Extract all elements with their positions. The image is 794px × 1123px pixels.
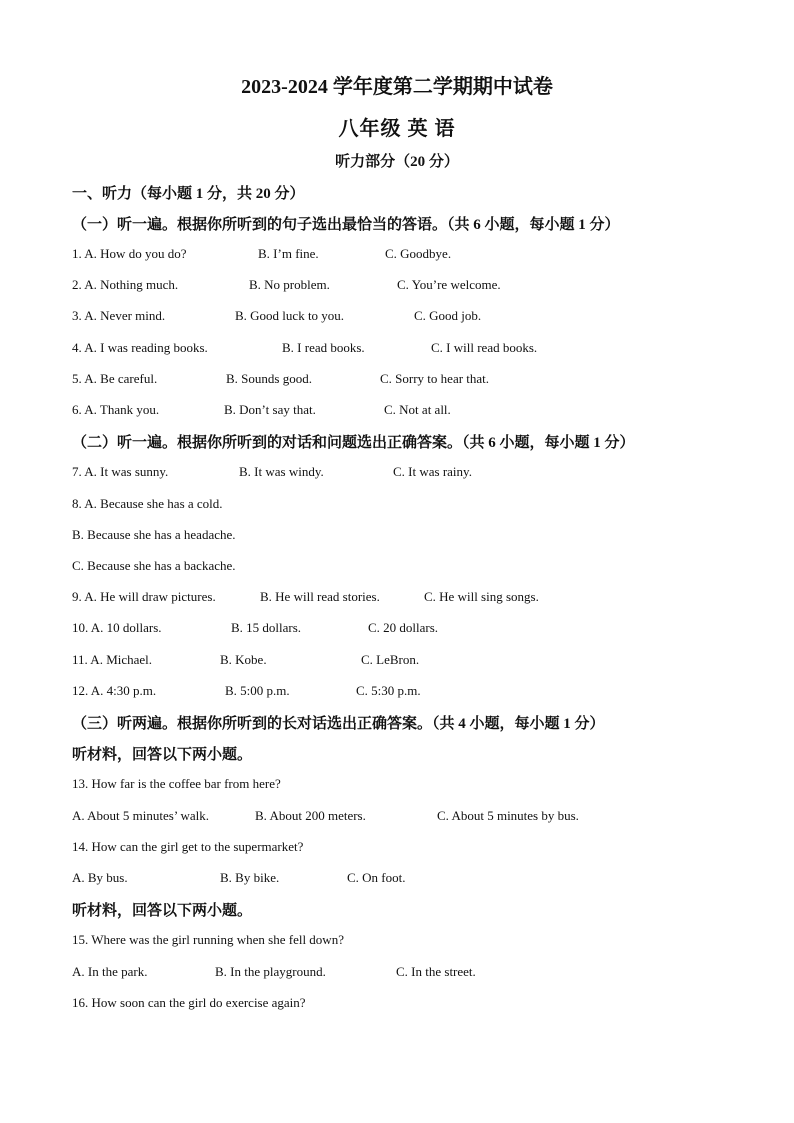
- section-label: 听力部分（20 分）: [335, 154, 459, 170]
- q13-option-b: B. About 200 meters.: [255, 808, 366, 823]
- q7-option-a: 7. A. It was sunny.: [72, 464, 169, 479]
- q8-option-b: B. Because she has a headache.: [72, 527, 236, 542]
- q13-option-a: A. About 5 minutes’ walk.: [72, 808, 209, 823]
- q11-option-c: C. LeBron.: [361, 652, 420, 667]
- q16-question: 16. How soon can the girl do exercise again?: [72, 995, 306, 1010]
- q10-option-a: 10. A. 10 dollars.: [72, 620, 162, 635]
- q2-option-c: C. You’re welcome.: [397, 277, 501, 292]
- q5-option-c: C. Sorry to hear that.: [380, 371, 490, 386]
- material-note-1: 听材料，回答以下两小题。: [72, 747, 253, 763]
- q7-option-b: B. It was windy.: [239, 464, 324, 479]
- q3-option-a: 3. A. Never mind.: [72, 308, 166, 323]
- sub3-heading: （三）听两遍。根据你所听到的长对话选出正确答案。（共 4 小题，每小题 1 分）: [72, 716, 605, 732]
- exam-subtitle: 八年级 英 语: [338, 118, 456, 140]
- sub1-heading: （一）听一遍。根据你所听到的句子选出最恰当的答语。（共 6 小题，每小题 1 分）: [72, 217, 620, 233]
- q8-option-c: C. Because she has a backache.: [72, 558, 236, 573]
- q1-option-b: B. I’m fine.: [258, 246, 319, 261]
- q3-option-c: C. Good job.: [414, 308, 482, 323]
- sub2-heading: （二）听一遍。根据你所听到的对话和问题选出正确答案。（共 6 小题，每小题 1 分）: [72, 435, 635, 451]
- q9-option-a: 9. A. He will draw pictures.: [72, 589, 216, 604]
- q13-option-c: C. About 5 minutes by bus.: [437, 808, 579, 823]
- q14-option-a: A. By bus.: [72, 870, 128, 885]
- material-note-2: 听材料，回答以下两小题。: [72, 903, 253, 919]
- q11-option-a: 11. A. Michael.: [72, 652, 153, 667]
- q2-option-a: 2. A. Nothing much.: [72, 277, 179, 292]
- q11-option-b: B. Kobe.: [220, 652, 267, 667]
- q7-option-c: C. It was rainy.: [393, 464, 472, 479]
- q12-option-a: 12. A. 4:30 p.m.: [72, 683, 157, 698]
- q15-option-b: B. In the playground.: [215, 964, 326, 979]
- q15-option-c: C. In the street.: [396, 964, 476, 979]
- q4-option-a: 4. A. I was reading books.: [72, 340, 208, 355]
- q2-option-b: B. No problem.: [249, 277, 330, 292]
- q8-option-a: 8. A. Because she has a cold.: [72, 496, 223, 511]
- q14-option-b: B. By bike.: [220, 870, 280, 885]
- q10-option-b: B. 15 dollars.: [231, 620, 302, 635]
- q9-option-c: C. He will sing songs.: [424, 589, 539, 604]
- q5-option-a: 5. A. Be careful.: [72, 371, 158, 386]
- part1-heading: 一、听力（每小题 1 分，共 20 分）: [72, 186, 305, 202]
- exam-title: 2023-2024 学年度第二学期期中试卷: [241, 76, 553, 98]
- q14-option-c: C. On foot.: [347, 870, 406, 885]
- q4-option-b: B. I read books.: [282, 340, 365, 355]
- q5-option-b: B. Sounds good.: [226, 371, 312, 386]
- q6-option-a: 6. A. Thank you.: [72, 402, 160, 417]
- q10-option-c: C. 20 dollars.: [368, 620, 439, 635]
- q1-option-c: C. Goodbye.: [385, 246, 452, 261]
- q15-question: 15. Where was the girl running when she fell down?: [72, 932, 344, 947]
- q4-option-c: C. I will read books.: [431, 340, 538, 355]
- q12-option-c: C. 5:30 p.m.: [356, 683, 421, 698]
- q12-option-b: B. 5:00 p.m.: [225, 683, 290, 698]
- q9-option-b: B. He will read stories.: [260, 589, 380, 604]
- q15-option-a: A. In the park.: [72, 964, 148, 979]
- q1-option-a: 1. A. How do you do?: [72, 246, 187, 261]
- q13-question: 13. How far is the coffee bar from here?: [72, 776, 281, 791]
- q14-question: 14. How can the girl get to the supermarket?: [72, 839, 304, 854]
- q6-option-b: B. Don’t say that.: [224, 402, 316, 417]
- q6-option-c: C. Not at all.: [384, 402, 451, 417]
- q3-option-b: B. Good luck to you.: [235, 308, 345, 323]
